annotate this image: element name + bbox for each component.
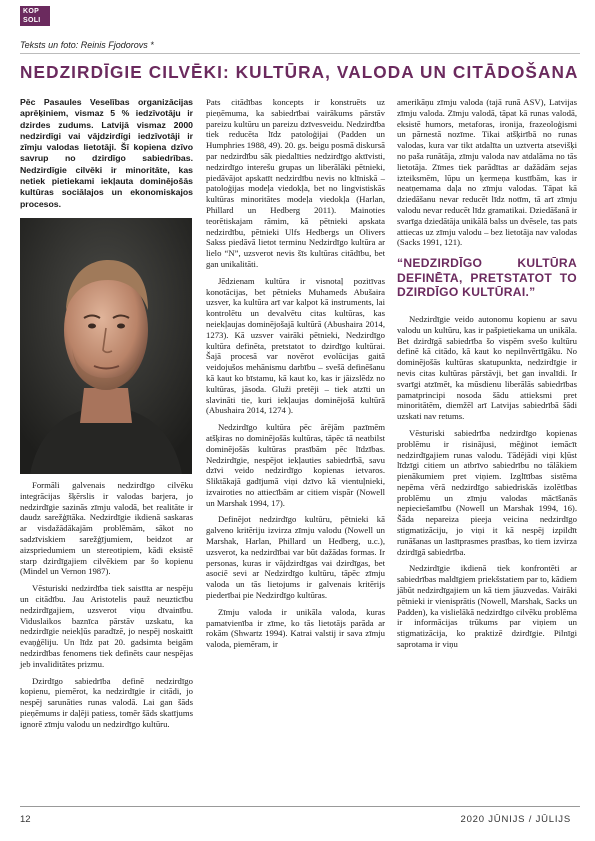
column-2-paragraph: Jēdzienam kultūra ir visnotaļ pozitīvas konotācijas, bet pētnieks Muhameds Abušaira uzsver, ka kultūra arī var kalpot kā instruments, lai kontrolētu un devalvētu citas kultūras, kas neiekļaujas dominējošajā kultūrā (Abushaira 2014, 1273). Kā uzsver vairāki pētnieki, Nedzirdīgo kultūra definēta, pretstatot to dzirdīgo kultūrai. Šajā procesā var novērot evolūcijas gaitā veidojušos mehānismu darbību – svešā definēšanu kā kaut ko bīstamu, kā kaut ko, kas ir jāizslēdz no kultūras, jāsoda. Gluži pretēji – tiek atzīti un slavināti tie, kuri iekļaujas dominējošā kultūrā (Abushaira 2014, 1274 ). bbox=[206, 275, 385, 416]
column-3-paragraph: amerikāņu zīmju valoda (tajā runā ASV), Latvijas zīmju valoda. Zīmju valodā, tāpat kā runas valodā, eksistē humors, metaforas, ironija, frazeoloģismi un pārnestā nozīme. Tikai atšķirībā no runas valodas, kura var tikt atdalīta un uztverta atsevišķi no paša runātāja, zīmju valoda nav atdalāma no tās lietotāja. Zīmes tiek parādītas ar dažādām sejas izteiksmēm, lūpu un ķermeņa kustībām, kas ir neatņemama daļa no zīmju valodas. Tāpat kā dziedāšanu nevar reducēt līdz notīm, tā arī zīmju valodu nevar reducēt līdz gramatikai. Dziedāšanā ir svarīga dziedātāja unikālā balss un dvēsele, tas pats attiecas uz zīmju valodu – bez lietotāja nav valodas (Sacks 1991, 121). bbox=[397, 97, 577, 248]
logo-line-1: KOP bbox=[23, 8, 40, 15]
byline: Teksts un foto: Reinis Fjodorovs * bbox=[20, 40, 154, 50]
logo-line-2: SOLI bbox=[23, 17, 41, 24]
column-3 bbox=[397, 97, 577, 656]
column-2 bbox=[206, 97, 385, 656]
issue-date: 2020 JŪNIJS / JŪLIJS bbox=[460, 814, 571, 825]
column-3-paragraph: Nedzirdīgie veido autonomu kopienu ar savu valodu un kultūru, kas ir pašpietiekama un unikāla. Bet dzirdīgā sabiedrība šo vispēm svešo kultūru definē kā citādo, kā kaut ko nepilnvērtīgāku. No dominējošās kultūras skatupunkta, nedzirdīgie ir nevis citas kultūras pārstāvji, bet gan invalīdi. Ir svarīgi atzīmēt, ka mūsdienu liberālās sabiedrības pamatprincipi nosoda šādu attieksmi pret minoritātēm, diemžēl arī Latvijas sabiedrībā šādi uzskati nav retums. bbox=[397, 313, 577, 422]
column-2-paragraph: Pats citādības koncepts ir konstruēts uz pieņēmuma, ka sabiedrībai vairākums pārstāv pareizu kultūru un pareizu dzīvesveidu. Nedzirdība tiek reducēta līdz patoloģijai (Padden un Humphries 1988, 49). 20. gs. beigu posmā diskursā par nedzirdību sāk piedalīties nedzirdīgo aktīvisti, nedzirdīgo interešu grupas un liberālāki pētnieki, piedāvājot apskatīt nedzirdību nevis no klīniskā – patoloģijas modeļa viedokļa, bet no lingvistiskās kultūras minoritātes modeļa viedokļa (Harlan, Phillard un Hedberg 2011). Mainoties teorētiskajam rāmim, kā pētnieki apskata nedzirdību, pētnieki Ulfs Hedbergs un Olivers Sakss piedāvā lietot terminu Nedzirdīgo kultūra ar lielo “N”, uzsverot nevis šīs kultūras citādību, bet gan unikalitāti. bbox=[206, 97, 385, 269]
portrait-photo bbox=[20, 218, 192, 474]
lead-paragraph: Pēc Pasaules Veselības organizācijas aprēķiniem, vismaz 5 % iedzīvotāju ir dzirdes zudums. Latvijā vismaz 2000 nedzirdīgi vai vājdzirdīgi iedzīvotāji ir zīmju valodas lietotāji. Šī kopiena dzīvo savrup no dzirdīgo sabiedrības. Nedzirdīgie cilvēki ir minoritāte, kas netiek pietiekami iekļauta dominējošās kultūras sociālajos un ekonomiskajos procesos. bbox=[20, 97, 193, 209]
column-3-paragraph: Nedzirdīgie ikdienā tiek konfrontēti ar sabiedrības maldīgiem priekšstatiem par to, kādiem jābūt nedzirdīgajiem un kā tiem jāuzvedas. Vairāki pētnieki ir vienisprātis (Nowell, Marshak, Sacks un Padden), ka vislielākā nedzirdīgo cilvēku problēma ir informācijas trūkums par viņiem un stigmatizācija, ko praktizē dzirdīgie. Pilnīgi saprotama ir viņu bbox=[397, 563, 577, 650]
column-1 bbox=[20, 480, 193, 736]
column-1-paragraph: Vēsturiski nedzirdība tiek saistīta ar nespēju un citādību. Jau Aristotelis pauž neuzticību nedzirdīgajiem, uzsverot viņu dīvainību. Viduslaikos baznīca pārstāv uzskatu, ka nedzirdīgie neiekļūs paradīzē, jo nespēj noskaitīt evaņģēliju. Un līdz pat 20. gadsimta beigām nedzirdības fenomens tiek definēts caur nespējas jeb invaliditātes prizmu. bbox=[20, 583, 193, 669]
column-1-paragraph: Formāli galvenais nedzirdīgo cilvēku integrācijas šķērslis ir valodas barjera, jo nedzirdīgie sazinās zīmju valodā, bet realitāte ir daudz sarežģītāka. Nedzirdīgie ikdienā saskaras ar visdažādākajām problēmām, sākot no sadzīviskiem sarežģījumiem, beidzot ar aizspriedumiem un stereotipiem, kādi eksistē starp dzirdīgajiem cilvēkiem par šo kopienu (Mindel un Vernon 1987). bbox=[20, 480, 193, 577]
column-2-paragraph: Definējot nedzirdīgo kultūru, pētnieki kā galveno kritēriju izvirza zīmju valodu (Nowell un Marshak, Harlan, Phillard un Hedberg, u.c.), uzsverot, ka nedzirdībai var būt dažādas formas. Ir personas, kuras ir vājdzirdīgas vai dzirdīgas, bet asociē sevi ar Nedzirdīgo kultūru, tāpēc zīmju valoda un tās lietojums ir galvenais kritērijs piederībai pie Nedzirdīgo kultūras. bbox=[206, 514, 385, 601]
column-1-paragraph: Dzirdīgo sabiedrība definē nedzirdīgo kopienu, piemērot, ka nedzirdīgie ir citādi, jo nespēj sarunāties runas valodā. Lai gan šāds pieņēmums ir daļēji patiess, tomēr šāds skatījums ignorē zīmju valodu un nedzirdīgo kultūru. bbox=[20, 675, 193, 729]
header-divider bbox=[20, 53, 580, 54]
column-2-paragraph: Nedzirdīgo kultūra pēc ārējām pazīmēm atšķiras no dominējošās kultūras, tāpēc tā neatbilst dominējošās kultūras prasībām pēc līdzības. Nedzirdīgie, nespējot iekļauties sabiedrībā, savu dzīvi veido nedzirdīgo kopienas ietvaros. Sliktākajā gadījumā viņi dzīvo kā vientuļnieki, izvairoties no attiecībām ar citiem vispār (Nowell un Marshak 1994, 17). bbox=[206, 422, 385, 508]
portrait-illustration bbox=[20, 218, 192, 474]
pull-quote: “NEDZIRDĪGO KULTŪRA DEFINĒTA, PRETSTATOT TO DZIRDĪGO KULTŪRAI.” bbox=[397, 256, 577, 300]
magazine-logo bbox=[20, 6, 50, 26]
footer-divider bbox=[20, 806, 580, 807]
column-2-paragraph: Zīmju valoda ir unikāla valoda, kuras pamatvienība ir zīme, ko tās lietotājs parāda ar rokām (Shwartz 1994). Katrai valstij ir sava zīmju valoda, piemēram, ir bbox=[206, 606, 385, 650]
column-3-paragraph: Vēsturiski sabiedrība nedzirdīgo kopienas problēmu ir risinājusi, mēģinot iemācīt nedzirdīgajiem runas valodu. Tādējādi viņi kļūst līdzīgi citiem un atbrīvo sabiedrību no tālākiem pienākumiem pret viņiem. Izglītības sistēma nepēma vērā nedzirdīgo sabiedriskās izolētības problēmu un zīmju valodas mācīšanās nepieciešamību (Nowell un Marshak 1994, 16). Šāda nepareiza pieeja veicina nedzirdīgo stigmatizāciju, jo viņi it kā nespēj izpildīt runāšanas un lasītprasmes prasības, ko tiem izvirza dzirdīgā sabiedrība. bbox=[397, 427, 577, 557]
article-title: NEDZIRDĪGIE CILVĒKI: KULTŪRA, VALODA UN CITĀDOŠANA bbox=[20, 62, 579, 82]
page-number: 12 bbox=[20, 814, 31, 825]
